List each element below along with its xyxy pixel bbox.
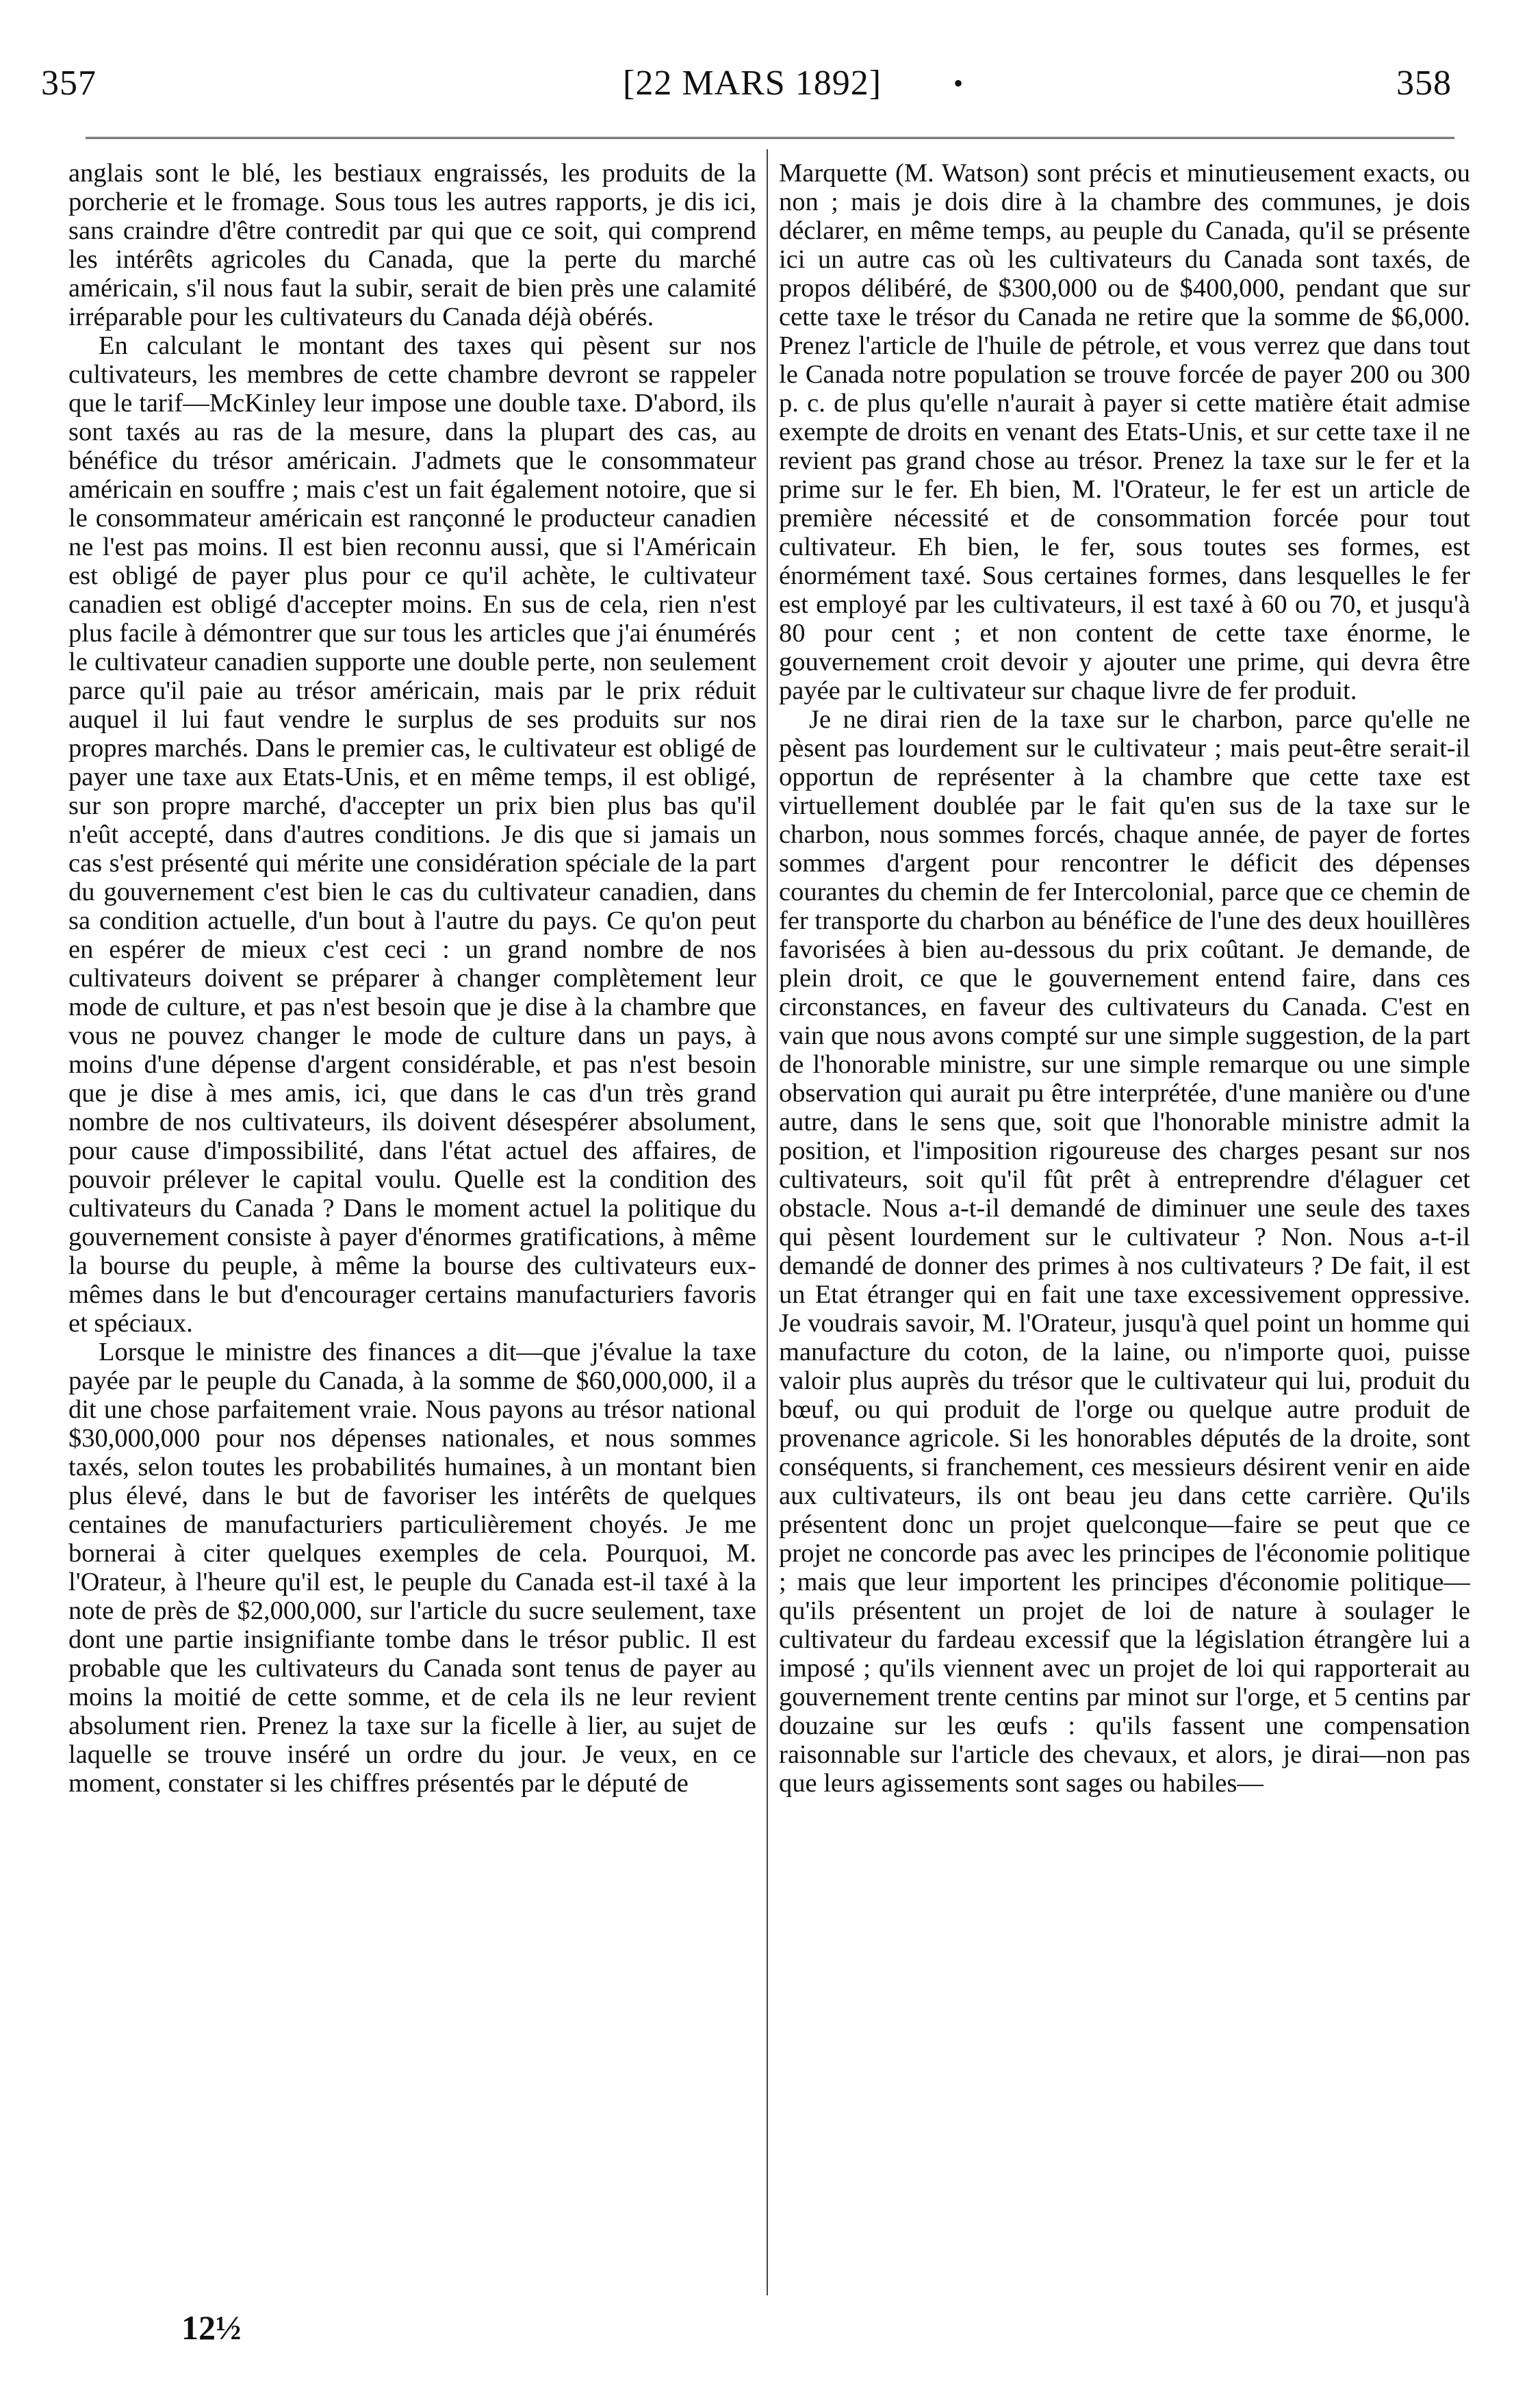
header-mark: • (953, 68, 964, 99)
left-page-number: 357 (41, 64, 97, 103)
page-header (0, 63, 1540, 111)
paragraph: En calculant le montant des taxes qui pèsent sur nos cultivateurs, les membres de cette chambre devront se rappeler que le tarif—McKinley leur impose une double taxe. D'abord, ils sont taxés au ras de la mesure, dans la plupart des cas, au bénéfice du trésor américain. J'admets que le consommateur américain en souffre ; mais c'est un fait également notoire, que si le consommateur américain est rançonné le producteur canadien ne l'est pas moins. Il est bien reconnu aussi, que si l'Américain est obligé de payer plus pour ce qu'il achète, le cultivateur canadien est obligé d'accepter moins. En sus de cela, rien n'est plus facile à démontrer que sur tous les articles que j'ai énumérés le cultivateur canadien supporte une double perte, non seulement parce qu'il paie au trésor américain, mais par le prix réduit auquel il lui faut vendre le surplus de ses produits sur nos propres marchés. Dans le premier cas, le cultivateur est obligé de payer une taxe aux Etats-Unis, et en même temps, il est obligé, sur son propre marché, d'accepter un prix bien plus bas qu'il n'eût accepté, dans d'autres conditions. Je dis que si jamais un cas s'est présenté qui mérite une considération spéciale de la part du gouvernement c'est bien le cas du cultivateur canadien, dans sa condition actuelle, d'un bout à l'autre du pays. Ce qu'on peut en espérer de mieux c'est ceci : un grand nombre de nos cultivateurs doivent se préparer à changer complètement leur mode de culture, et pas n'est besoin que je dise à la chambre que vous ne pouvez changer le mode de culture dans un pays, à moins d'une dépense d'argent considérable, et pas n'est besoin que je dise à mes amis, ici, que dans le cas d'un très grand nombre de nos cultivateurs, ils doivent désespérer absolument, pour cause d'impossibilité, dans l'état actuel des affaires, de pouvoir prélever le capital voulu. Quelle est la condition des cultivateurs du Canada ? Dans le moment actuel la politique du gouvernement consiste à payer d'énormes gratifications, à même la bourse du peuple, à même la bourse des cultivateurs eux-mêmes dans le but d'encourager certains manufacturiers favoris et spéciaux. (68, 331, 756, 1338)
paragraph: anglais sont le blé, les bestiaux engraissés, les produits de la porcherie et le fromage. Sous tous les autres rapports, je dis ici, sans craindre d'être contredit par qui que ce soit, qui comprend les intérêts agricoles du Canada, que la perte du marché américain, s'il nous faut la subir, serait de bien près une calamité irréparable pour les cultivateurs du Canada déjà obérés. (68, 159, 756, 331)
header-rule (86, 137, 1454, 139)
paragraph: Marquette (M. Watson) sont précis et minutieusement exacts, ou non ; mais je dois dire à la chambre des communes, je dois déclarer, en même temps, au peuple du Canada, qu'il se présente ici un autre cas où les cultivateurs du Canada sont taxés, de propos délibéré, de $300,000 ou de $400,000, pendant que sur cette taxe le trésor du Canada ne retire que la somme de $6,000. Prenez l'article de l'huile de pétrole, et vous verrez que dans tout le Canada notre population se trouve forcée de payer 200 ou 300 p. c. de plus qu'elle n'aurait à payer si cette matière était admise exempte de droits en venant des Etats-Unis, et sur cette taxe il ne revient pas grand chose au trésor. Prenez la taxe sur le fer et la prime sur le fer. Eh bien, M. l'Orateur, le fer est un article de première nécessité et de consommation forcée pour tout cultivateur. Eh bien, le fer, sous toutes ses formes, est énormément taxé. Sous certaines formes, dans lesquelles le fer est employé par les cultivateurs, il est taxé à 60 ou 70, et jusqu'à 80 pour cent ; et non content de cette taxe énorme, le gouvernement croit devoir y ajouter une prime, qui devra être payée par le cultivateur sur chaque livre de fer produit. (779, 159, 1470, 705)
session-date: [22 MARS 1892] (623, 64, 882, 103)
paragraph: Je ne dirai rien de la taxe sur le charbon, parce qu'elle ne pèsent pas lourdement sur le cultivateur ; mais peut-être serait-il opportun de représenter à la chambre que cette taxe est virtuellement doublée par le fait qu'en sus de la taxe sur le charbon, nous sommes forcés, chaque année, de payer de fortes sommes d'argent pour rencontrer le déficit des dépenses courantes du chemin de fer Intercolonial, parce que ce chemin de fer transporte du charbon au bénéfice de l'une des deux houillères favorisées à bien au-dessous du prix coûtant. Je demande, de plein droit, ce que le gouvernement entend faire, dans ces circonstances, en faveur des cultivateurs du Canada. C'est en vain que nous avons compté sur une simple suggestion, de la part de l'honorable ministre, sur une simple remarque ou une simple observation qui aurait pu être interprétée, d'une manière ou d'une autre, dans le sens que, soit que l'honorable ministre admit la position, et l'imposition rigoureuse des charges pesant sur nos cultivateurs, soit qu'il fût prêt à entreprendre d'élaguer cet obstacle. Nous a-t-il demandé de diminuer une seule des taxes qui pèsent lourdement sur le cultivateur ? Non. Nous a-t-il demandé de donner des primes à nos cultivateurs ? De fait, il est un Etat étranger qui en fait une taxe excessivement oppressive. Je voudrais savoir, M. l'Orateur, jusqu'à quel point un homme qui manufacture du coton, de la laine, ou n'importe quoi, puisse valoir plus auprès du trésor que le cultivateur qui lui, produit du bœuf, ou qui produit de l'orge ou quelque autre produit de provenance agricole. Si les honorables députés de la droite, sont conséquents, si franchement, ces messieurs désirent venir en aide aux cultivateurs, ils ont beau jeu dans cette carrière. Qu'ils présentent donc un projet quelconque—faire se peut que ce projet ne concorde pas avec les principes de l'économie politique ; mais que leur importent les principes d'économie politique—qu'ils présentent un projet de loi de nature à soulager le cultivateur du fardeau excessif que la législation étrangère lui a imposé ; qu'ils viennent avec un projet de loi qui rapporterait au gouvernement trente centins par minot sur l'orge, et 5 centins par douzaine sur les œufs : qu'ils fassent une compensation raisonnable sur l'article des chevaux, et alors, je dirai—non pas que leurs agissements sont sages ou habiles— (779, 705, 1470, 1798)
left-column (68, 159, 756, 2284)
right-page-number: 358 (1396, 64, 1452, 103)
right-column (779, 159, 1470, 2284)
paragraph: Lorsque le ministre des finances a dit—que j'évalue la taxe payée par le peuple du Canada, à la somme de $60,000,000, il a dit une chose parfaitement vraie. Nous payons au trésor national $30,000,000 pour nos dépenses nationales, et nous sommes taxés, selon toutes les probabilités humaines, à un montant bien plus élevé, dans le but de favoriser les intérêts de quelques centaines de manufacturiers particulièrement choyés. Je me bornerai à citer quelques exemples de cela. Pourquoi, M. l'Orateur, à l'heure qu'il est, le peuple du Canada est-il taxé à la note de près de $2,000,000, sur l'article du sucre seulement, taxe dont une partie insignifiante tombe dans le trésor public. Il est probable que les cultivateurs du Canada sont tenus de payer au moins la moitié de cette somme, et de cela ils ne leur revient absolument rien. Prenez la taxe sur la ficelle à lier, au sujet de laquelle se trouve inséré un ordre du jour. Je veux, en ce moment, constater si les chiffres présentés par le député de (68, 1338, 756, 1798)
signature-mark: 12½ (181, 2308, 242, 2347)
column-divider (767, 149, 768, 2295)
